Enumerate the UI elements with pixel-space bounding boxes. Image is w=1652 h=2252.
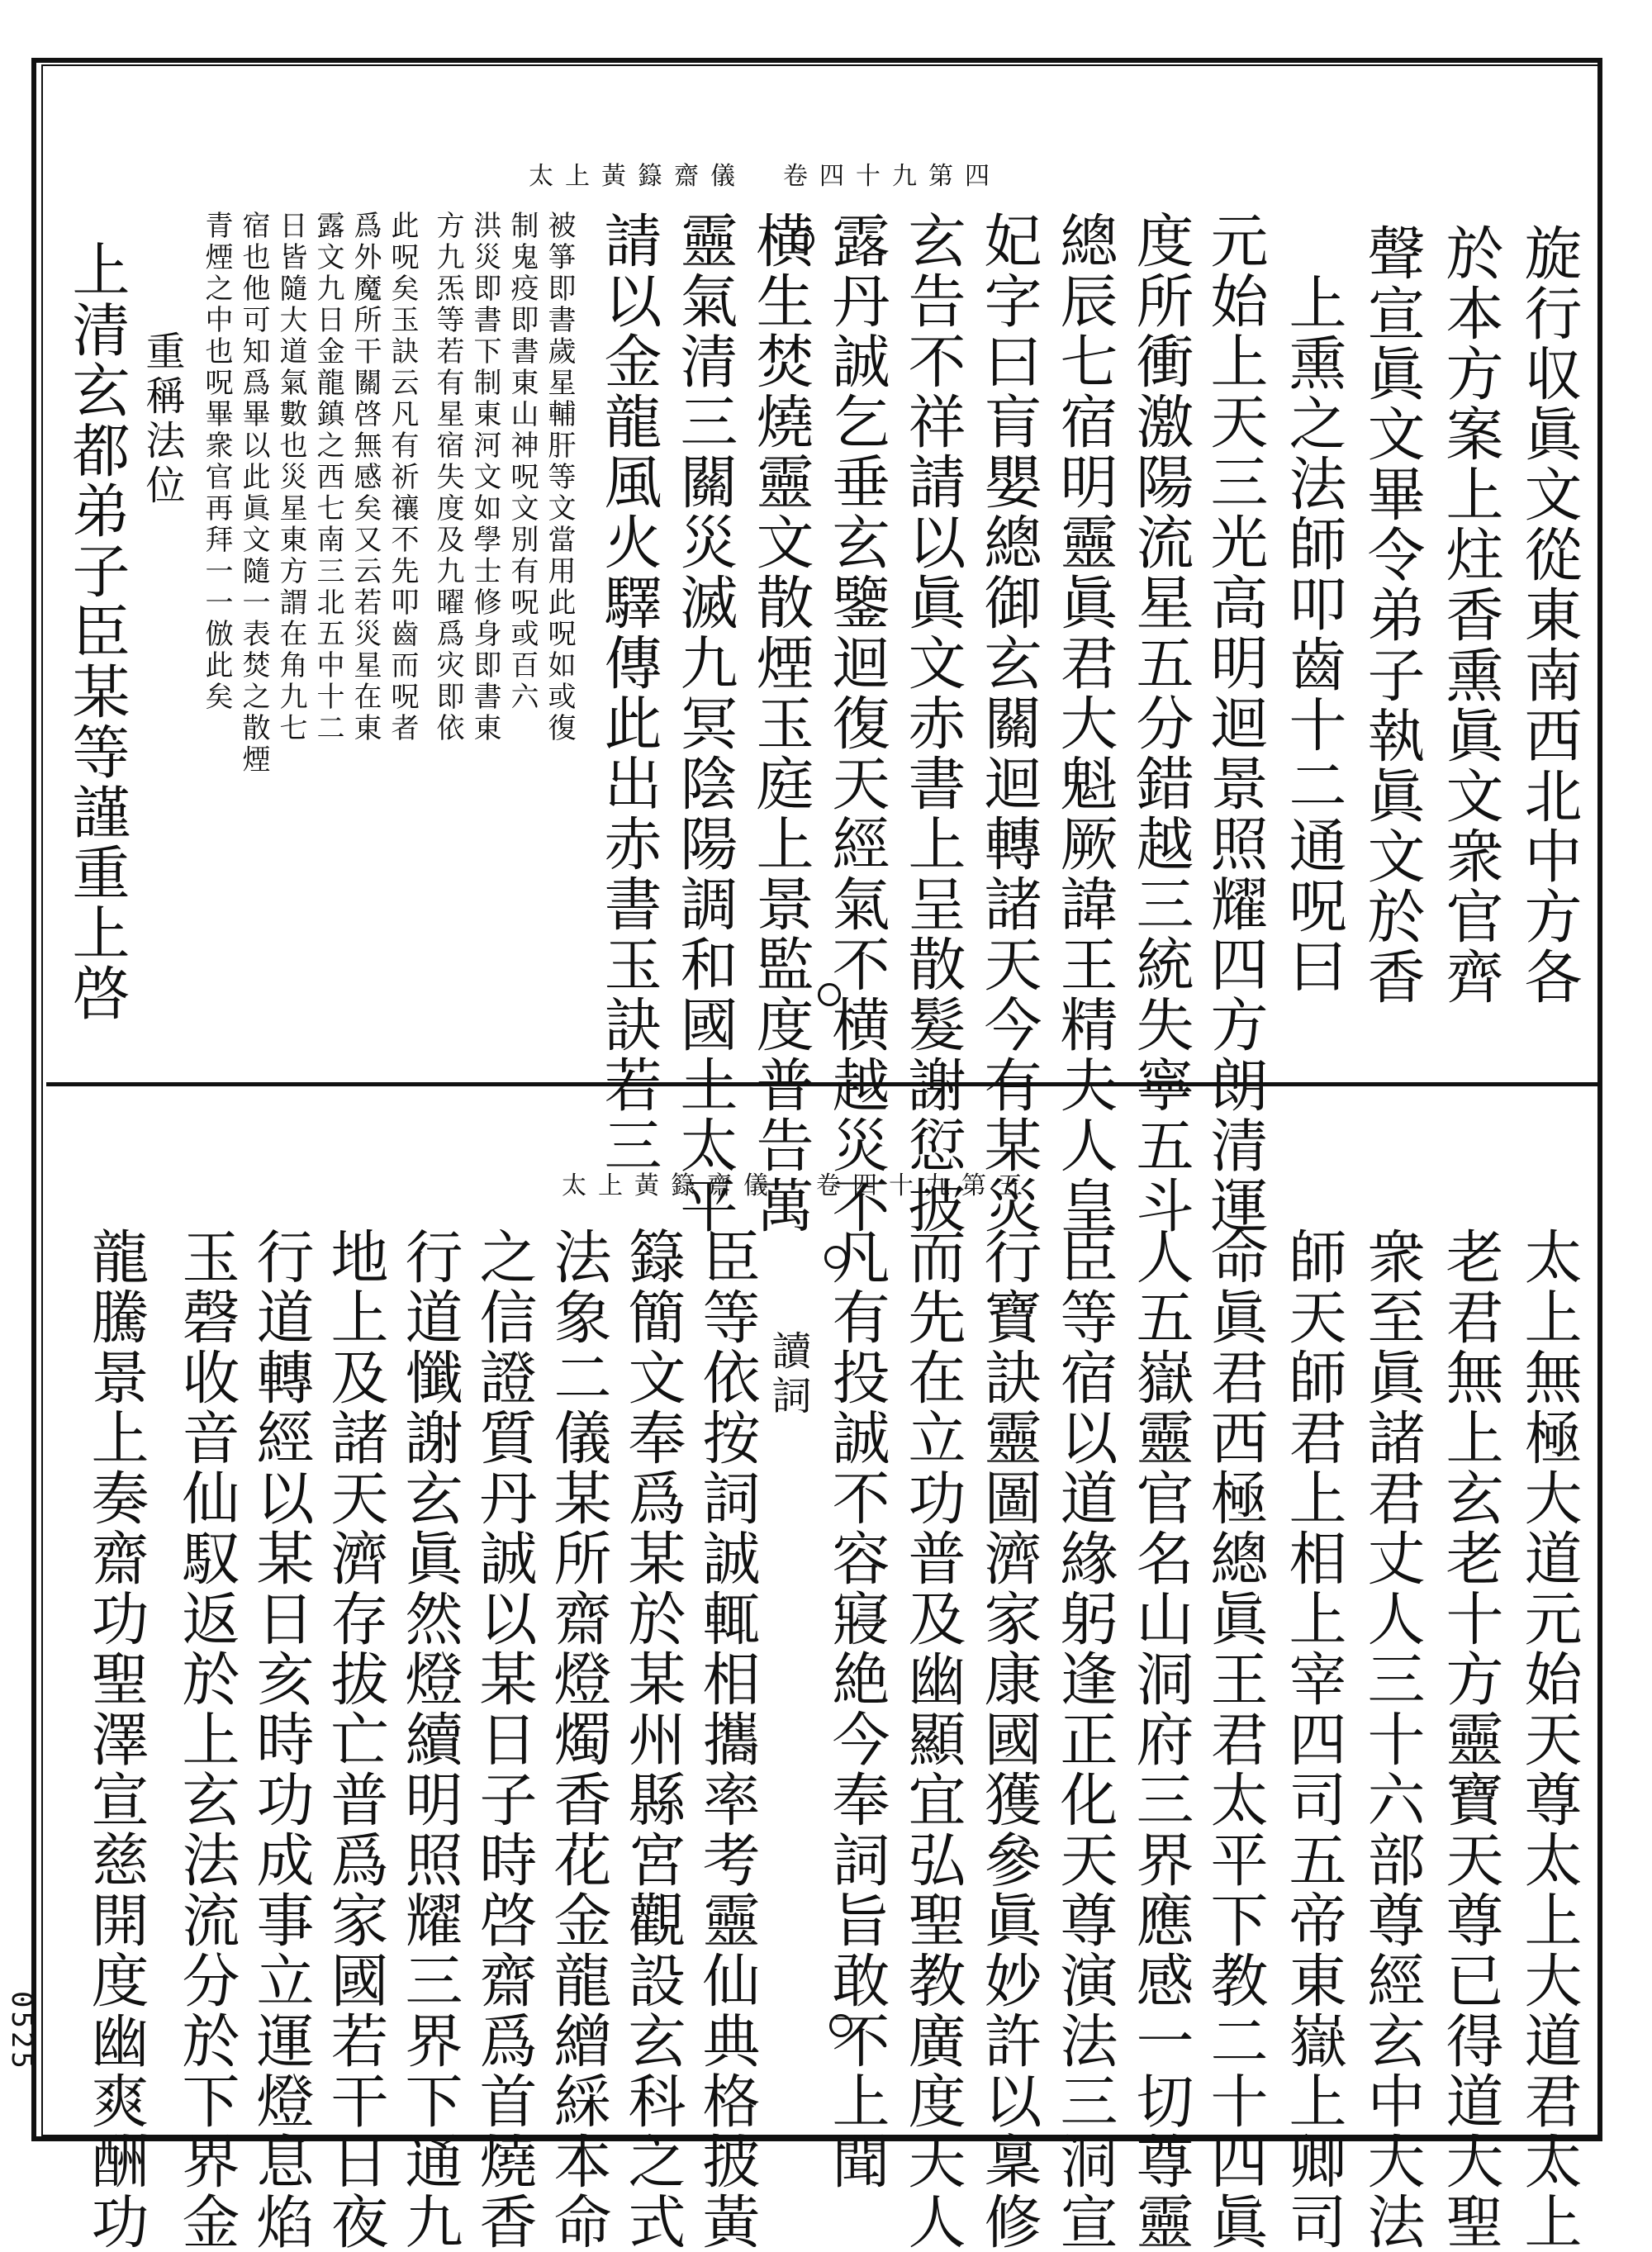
text-column: 玉磬收音仙馭返於上玄法流分於下界金 <box>173 1227 240 2252</box>
text-column: 老君無上玄老十方靈寶天尊已得道大聖 <box>1436 1227 1504 2252</box>
text-column: 上熏之法師叩齒十二通呪曰 <box>1279 273 1347 996</box>
text-column: 地上及諸天濟存拔亡普爲家國若干日夜 <box>321 1227 389 2252</box>
annotation-column: 被箏即書歲星輔肝等文當用此呪如或復 <box>543 211 576 744</box>
text-column: 行寶訣靈圖濟家康國獲參眞妙許以稟修 <box>975 1227 1042 2252</box>
text-column: 而先在立功普及幽顯宜弘聖教廣度天人 <box>899 1227 966 2252</box>
section-heading: 重稱法位 <box>139 330 185 509</box>
top-page-header: 太上黃籙齋儀 卷四十九第四 <box>529 162 1001 191</box>
annotation-column: 制鬼疫即書東山神呪文別有呪或百六 <box>506 211 539 713</box>
text-column: 横生焚燒靈文散煙玉庭上景監度普告萬 <box>747 211 814 1236</box>
binding-hole-marker <box>818 983 841 1006</box>
text-column: 行道懺謝玄眞然燈續明照耀三界下通九 <box>396 1227 463 2252</box>
text-column: 元始上天三光高明迴景照耀四方朗清運 <box>1201 211 1269 1236</box>
text-column: 行道轉經以某日亥時功成事立運燈息焰 <box>247 1227 315 2252</box>
annotation-column: 日皆隨大道氣數也災星東方謂在角九七 <box>274 211 307 744</box>
text-column: 太上無極大道元始天尊太上大道君太上 <box>1515 1227 1583 2252</box>
text-column: 凡有投誠不容寢絶今奉詞旨敢不上聞 <box>823 1227 890 2192</box>
section-heading: 讀詞 <box>765 1330 811 1419</box>
text-column: 之信證質丹誠以某日子時啓齋爲首燒香 <box>470 1227 538 2252</box>
bottom-page-header: 太上黃籙齋儀 卷四十九第五 <box>562 1171 1034 1200</box>
text-column: 請以金龍風火驛傳此出赤書玉訣若三 <box>595 211 662 1176</box>
annotation-column: 宿也他可知爲畢以此眞文隨一表焚之散煙 <box>237 211 270 776</box>
text-column: 龍騰景上奏齋功聖澤宣慈開度幽爽酬功 <box>82 1227 150 2252</box>
page-number: 0525 <box>5 1991 38 2072</box>
text-column: 人五嶽靈官名山洞府三界應感一切尊靈 <box>1127 1227 1194 2252</box>
text-column: 於本方案上炷香熏眞文衆官齊 <box>1436 223 1504 1007</box>
text-column: 法象二儀某所齋燈燭香花金龍繒綵本命 <box>544 1227 612 2252</box>
annotation-column: 露文九日金龍鎮之西七南三北五中十二 <box>311 211 344 744</box>
text-column: 臣等依按詞誠輒相攜率考靈仙典格披黃 <box>693 1227 761 2252</box>
binding-hole-marker <box>791 228 814 251</box>
text-column: 度所衝激陽流星五分錯越三統失寧五斗 <box>1127 211 1194 1236</box>
text-column: 旋行収眞文從東南西北中方各 <box>1515 223 1583 1007</box>
annotation-column: 爲外魔所干關啓無感矣又云若災星在東 <box>349 211 382 744</box>
text-column: 露丹誠乞垂玄鑒迴復天經氣不横越災不 <box>823 211 890 1236</box>
annotation-column: 洪災即書下制東河文如學士修身即書東 <box>468 211 501 744</box>
text-column: 臣等宿以道緣躬逢正化天尊演法三洞宣 <box>1051 1227 1118 2252</box>
text-column: 籙簡文奉爲某於某州縣宮觀設玄科之式 <box>619 1227 686 2252</box>
text-column: 總辰七宿明靈眞君大魁厥諱王精夫人皇 <box>1051 211 1118 1236</box>
annotation-column: 此呪矣玉訣云凡有祈禳不先叩齒而呪者 <box>386 211 419 744</box>
binding-hole-marker <box>824 1246 847 1269</box>
text-column: 妃字曰肓嬰總御玄關迴轉諸天今有某災 <box>975 211 1042 1236</box>
annotation-column: 青煙之中也呪畢衆官再拜一一倣此矣 <box>200 211 233 713</box>
text-column: 靈氣清三關災滅九冥陰陽調和國土太平 <box>671 211 738 1236</box>
text-column: 上清玄都弟子臣某等謹重上啓 <box>63 240 131 1024</box>
text-column: 命眞君西極總眞王君太平下教二十四眞 <box>1201 1227 1269 2252</box>
text-column: 師天師君上相上宰四司五帝東嶽上卿司 <box>1279 1227 1347 2252</box>
text-column: 聲宣眞文畢令弟子執眞文於香 <box>1358 223 1426 1007</box>
text-column: 玄告不祥請以眞文赤書上呈散髮謝愆披 <box>899 211 966 1236</box>
binding-hole-marker <box>829 2014 852 2037</box>
annotation-column: 方九炁等若有星宿失度及九曜爲灾即依 <box>431 211 464 744</box>
text-column: 衆至眞諸君丈人三十六部尊經玄中大法 <box>1358 1227 1426 2252</box>
